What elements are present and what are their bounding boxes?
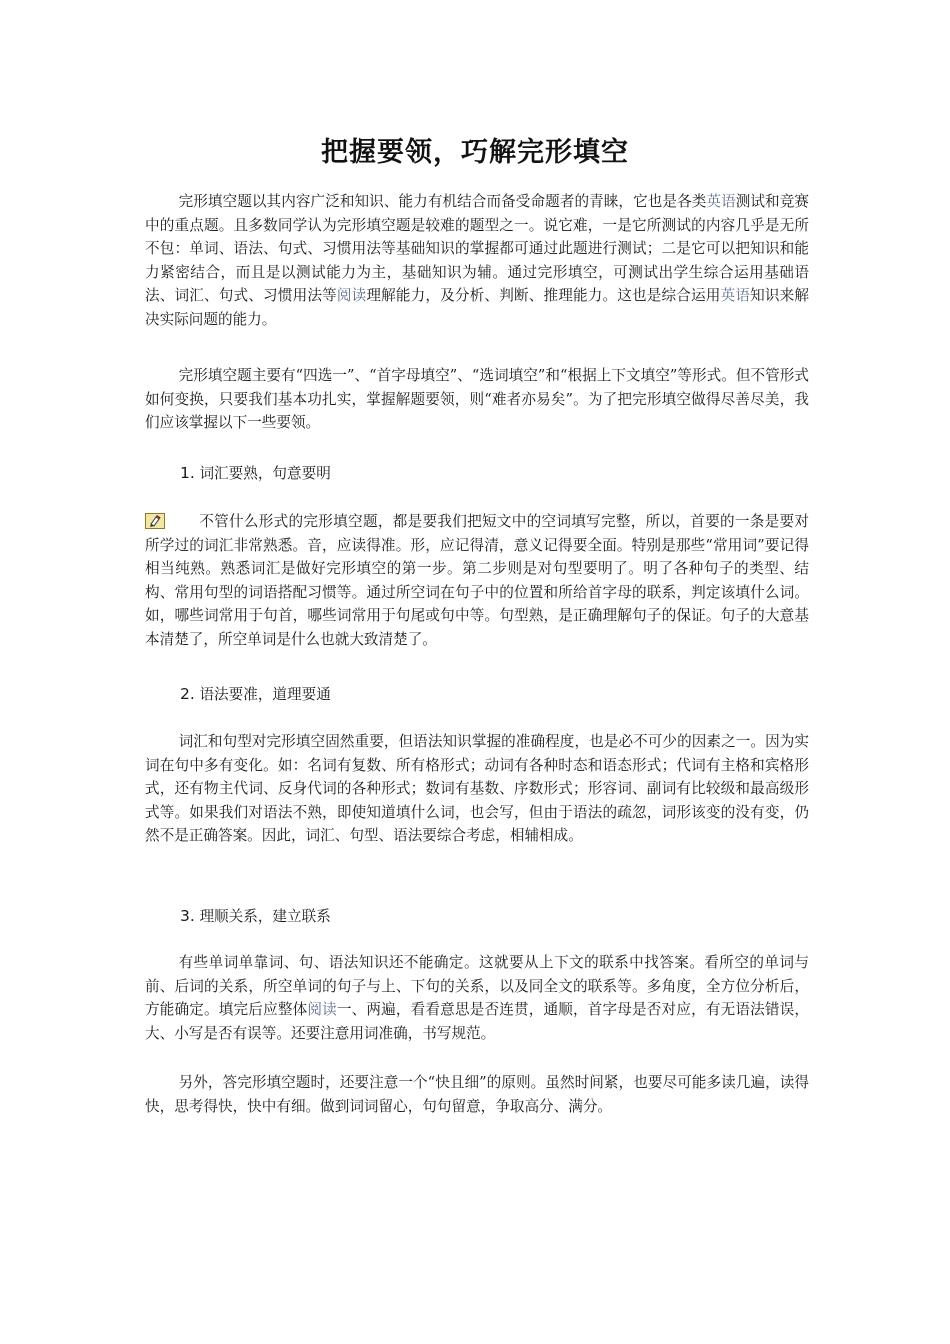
paragraph-context: [145, 951, 809, 1045]
paragraph-text: 不管什么形式的完形填空题，都是要我们把短文中的空词填写完整，所以，首要的一条是要对所学过的词汇非常熟悉。音，应读得准。形，应记得清，意义记得要全面。特别是那些“常用词”要记得相当纯熟。熟悉词汇是做好完形填空的第一步。第二步则是对句型要明了。明了各种句子的类型、结构、常用句型的词语搭配习惯等。通过所空词在句子中的位置和所给首字母的联系，判定该填什么词。如，哪些词常用于句首，哪些词常用于句尾或句中等。句型熟，是正确理解句子的保证。句子的大意基本清楚了，所空单词是什么也就大致清楚了。: [145, 513, 809, 648]
link-reading[interactable]: 阅读: [307, 1001, 337, 1019]
heading-number: 3.: [180, 907, 195, 925]
paragraph-text: 理解能力，及分析、判断、推理能力。这也是综合运用: [366, 287, 721, 305]
paragraph-text: 有些单词单靠词、句、语法知识还不能确定。这就要从上下文的联系中找答案。看所空的单词与前、后词的关系，所空单词的句子与上、下句的关系，以及同全文的联系等。多角度，全方位分析后，方能确定。填完后应整体: [145, 954, 809, 1019]
paragraph-vocabulary: [145, 510, 809, 652]
paragraph-grammar: 词汇和句型对完形填空固然重要，但语法知识掌握的准确程度，也是必不可少的因素之一。因为实词在句中多有变化。如：名词有复数、所有格形式；动词有各种时态和语态形式；代词有主格和宾格形式，还有物主代词、反身代词的各种形式；数词有基数、序数形式；形容词、副词有比较级和最高级形式等。如果我们对语法不熟，即使知道填什么词，也会写，但由于语法的疏忽，词形该变的没有变，仍然不是正确答案。因此，词汇、句型、语法要综合考虑，相辅相成。: [145, 733, 809, 845]
paragraph-text: 完形填空题以其内容广泛和知识、能力有机结合而备受命题者的青睐，它也是各类: [178, 193, 707, 210]
paragraph-forms: 完形填空题主要有“四选一”、“首字母填空”、“选词填空”和“根据上下文填空”等形式。但不管形式如何变换，只要我们基本功扎实，掌握解题要领，则“难者亦易矣”。为了把完形填空做得尽善尽美，我们应该掌握以下一些要领。: [145, 367, 809, 432]
paragraph-text: 测试和竞赛中的重点题。且多数同学认为完形填空题是较难的题型之一。说它难，一是它所测试的内容几乎是无所不包：单词、语法、句式、习惯用法等基础知识的掌握都可通过此题进行测试；二是它可以把知识和能力紧密结合，而且是以测试能力为主，基础知识为辅。通过完形填空，可测试出学生综合运用基础语法、词汇、句式、习惯用法等: [145, 193, 809, 305]
note-icon[interactable]: [145, 513, 165, 529]
section-heading-2: [180, 682, 331, 707]
section-heading-1: [180, 461, 331, 486]
heading-text: 词汇要熟，句意要明: [199, 465, 331, 482]
heading-text: 理顺关系，建立联系: [199, 908, 331, 925]
paragraph-text: 一、两遍，看看意思是否连贯，通顺，首字母是否对应，有无语法错误，大、小写是否有误等。还要注意用词准确，书写规范。: [145, 1001, 809, 1042]
link-english[interactable]: 英语: [720, 287, 751, 305]
heading-number: 1.: [180, 464, 195, 482]
link-english[interactable]: 英语: [706, 193, 736, 210]
paragraph-text: 知识来解决实际问题的能力。: [145, 287, 809, 328]
page-title: 把握要领，巧解完形填空: [321, 137, 629, 168]
paragraph-intro: [145, 190, 809, 332]
heading-number: 2.: [180, 685, 195, 703]
section-heading-3: [180, 904, 331, 929]
link-reading[interactable]: 阅读: [336, 287, 367, 305]
heading-text: 语法要准，道理要通: [199, 686, 331, 703]
paragraph-conclusion: 另外，答完形填空题时，还要注意一个“快且细”的原则。虽然时间紧，也要尽可能多读几遍，读得快，思考得快，快中有细。做到词词留心，句句留意，争取高分、满分。: [145, 1074, 809, 1115]
